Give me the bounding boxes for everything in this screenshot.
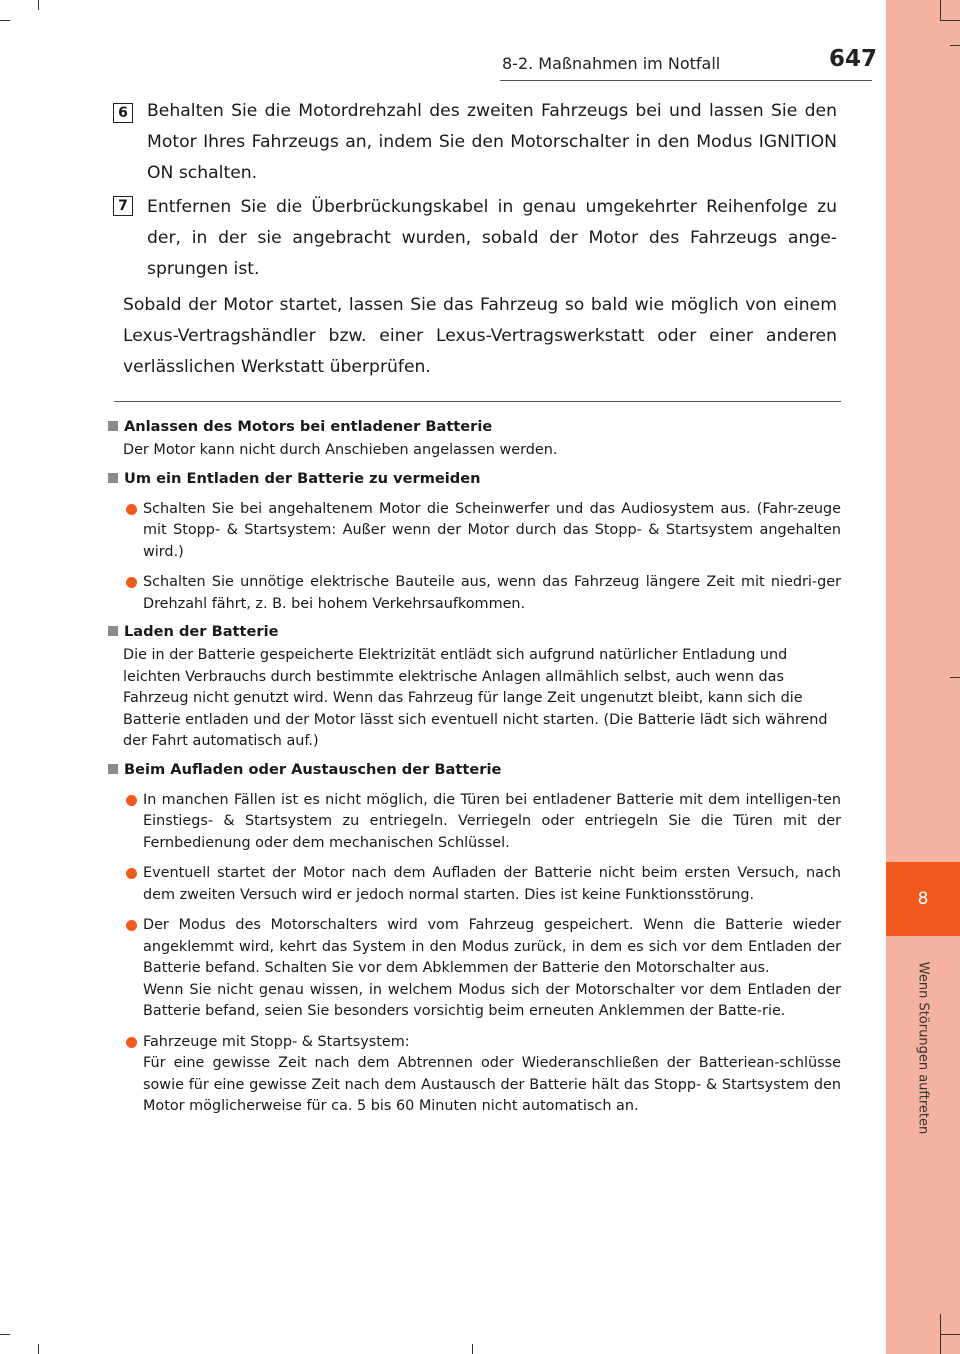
- circle-bullet-icon: [126, 504, 137, 515]
- bullet-text-continued: Für eine gewisse Zeit nach dem Abtrennen oder Wiederanschließen der Batteriean-schlüsse sowie für eine gewisse Zeit nach dem Austausch der Batterie hält das Stopp- & Startsystem den Motor möglicherweise für ca. 5 bis 60 Minuten nicht automatisch an.: [143, 1055, 841, 1114]
- side-tab-band: [886, 0, 960, 1354]
- closing-paragraph: Sobald der Motor startet, lassen Sie das Fahrzeug so bald wie möglich von einem Lexus-Vertragshändler bzw. einer Lexus-Vertragswerkstatt oder einer anderen verlässlichen Werkstatt überprüfen.: [123, 295, 837, 377]
- note-block: [107, 468, 841, 616]
- bullet-item: [107, 499, 841, 564]
- step-number-badge: 6: [113, 103, 133, 123]
- header-rule: [500, 80, 872, 81]
- section-divider: [114, 401, 841, 402]
- bullet-item: [107, 915, 841, 1023]
- section-title: 8-2. Maßnahmen im Notfall: [502, 54, 721, 73]
- crop-mark: [0, 1334, 10, 1335]
- note-block: [107, 759, 841, 1118]
- note-heading-text: Beim Aufladen oder Austauschen der Batterie: [124, 760, 502, 778]
- note-heading: [107, 416, 841, 438]
- circle-bullet-icon: [126, 920, 137, 931]
- note-body: Der Motor kann nicht durch Anschieben angelassen werden.: [123, 442, 558, 458]
- crop-mark: [950, 45, 960, 46]
- page-number: 647: [829, 46, 878, 72]
- crop-mark: [0, 20, 10, 21]
- crop-mark: [38, 0, 39, 10]
- bullet-item: [107, 572, 841, 615]
- note-block: [107, 416, 841, 462]
- bullet-text: Eventuell startet der Motor nach dem Aufladen der Batterie nicht beim ersten Versuch, nach dem zweiten Versuch wird er jedoch normal starten. Dies ist keine Funktionsstörung.: [143, 865, 841, 903]
- circle-bullet-icon: [126, 1037, 137, 1048]
- step-text: Behalten Sie die Motordrehzahl des zweiten Fahrzeugs bei und lassen Sie den Motor Ihres Fahrzeugs an, indem Sie den Motorschalter in den Modus IGNITION ON schalten.: [147, 101, 837, 183]
- note-heading-text: Laden der Batterie: [124, 623, 279, 640]
- bullet-text: Schalten Sie bei angehaltenem Motor die Scheinwerfer und das Audiosystem aus. (Fahr-zeuge mit Stopp- & Startsystem: Außer wenn der Motor durch das Stopp- & Startsystem angehalten wird.): [143, 500, 841, 560]
- square-bullet-icon: [108, 764, 118, 774]
- chapter-title-vertical: Wenn Störungen auftreten: [915, 961, 931, 1135]
- crop-mark: [940, 1334, 960, 1335]
- note-block: [107, 621, 841, 753]
- note-body: Die in der Batterie gespeicherte Elektrizität entlädt sich aufgrund natürlicher Entladung und leichten Verbrauchs durch bestimmte elektrische Anlagen allmählich selbst, auch wenn das Fahrzeug nicht genutzt wird. Wenn das Fahrzeug für lange Zeit ungenutzt bleibt, kann sich die Batterie entladen und der Motor lässt sich eventuell nicht starten. (Die Batterie lädt sich während der Fahrt automatisch auf.): [123, 647, 828, 749]
- circle-bullet-icon: [126, 795, 137, 806]
- bullet-text: Der Modus des Motorschalters wird vom Fahrzeug gespeichert. Wenn die Batterie wieder angeklemmt wird, kehrt das System in den Modus zurück, in dem es sich vor dem Entladen der Batterie befand. Schalten Sie vor dem Abklemmen der Batterie den Motorschalter aus.: [143, 917, 841, 976]
- step-number-badge: 7: [113, 196, 133, 216]
- bullet-text-continued: Wenn Sie nicht genau wissen, in welchem Modus sich der Motorschalter vor dem Entladen der Batterie befand, seien Sie besonders vorsichtig beim erneuten Anklemmen der Batte-rie.: [143, 981, 841, 1019]
- crop-mark: [950, 677, 960, 678]
- note-heading-text: Anlassen des Motors bei entladener Batterie: [124, 418, 493, 435]
- note-heading: [107, 759, 841, 781]
- circle-bullet-icon: [126, 577, 137, 588]
- crop-mark: [38, 1344, 39, 1354]
- chapter-number-tab: 8: [886, 862, 960, 936]
- note-heading-text: Um ein Entladen der Batterie zu vermeiden: [124, 469, 481, 487]
- bullet-text: In manchen Fällen ist es nicht möglich, die Türen bei entladener Batterie mit dem intelligen-ten Einstiegs- & Startsystem zu entriegeln. Verriegeln oder entriegeln Sie die Türen mit der Fernbedienung oder dem mechanischen Schlüssel.: [143, 791, 841, 851]
- bullet-text: Fahrzeuge mit Stopp- & Startsystem:: [143, 1033, 410, 1050]
- bullet-item: [107, 1032, 841, 1118]
- crop-mark: [940, 0, 941, 20]
- square-bullet-icon: [108, 473, 118, 483]
- step-text: Entfernen Sie die Überbrückungskabel in genau umgekehrter Reihenfolge zu der, in der sie angebracht wurden, sobald der Motor des Fahrzeugs ange-sprungen ist.: [147, 197, 837, 279]
- bullet-text: Schalten Sie unnötige elektrische Bauteile aus, wenn das Fahrzeug längere Zeit mit niedri-ger Drehzahl fährt, z. B. bei hohem Verkehrsaufkommen.: [143, 574, 841, 612]
- bullet-item: [107, 863, 841, 906]
- note-heading: [107, 621, 841, 643]
- square-bullet-icon: [108, 626, 118, 636]
- circle-bullet-icon: [126, 868, 137, 879]
- bullet-item: [107, 790, 841, 855]
- note-heading: [107, 468, 841, 490]
- crop-mark: [940, 20, 960, 21]
- crop-mark: [472, 1344, 473, 1354]
- square-bullet-icon: [108, 421, 118, 431]
- notes-section: [107, 416, 841, 1118]
